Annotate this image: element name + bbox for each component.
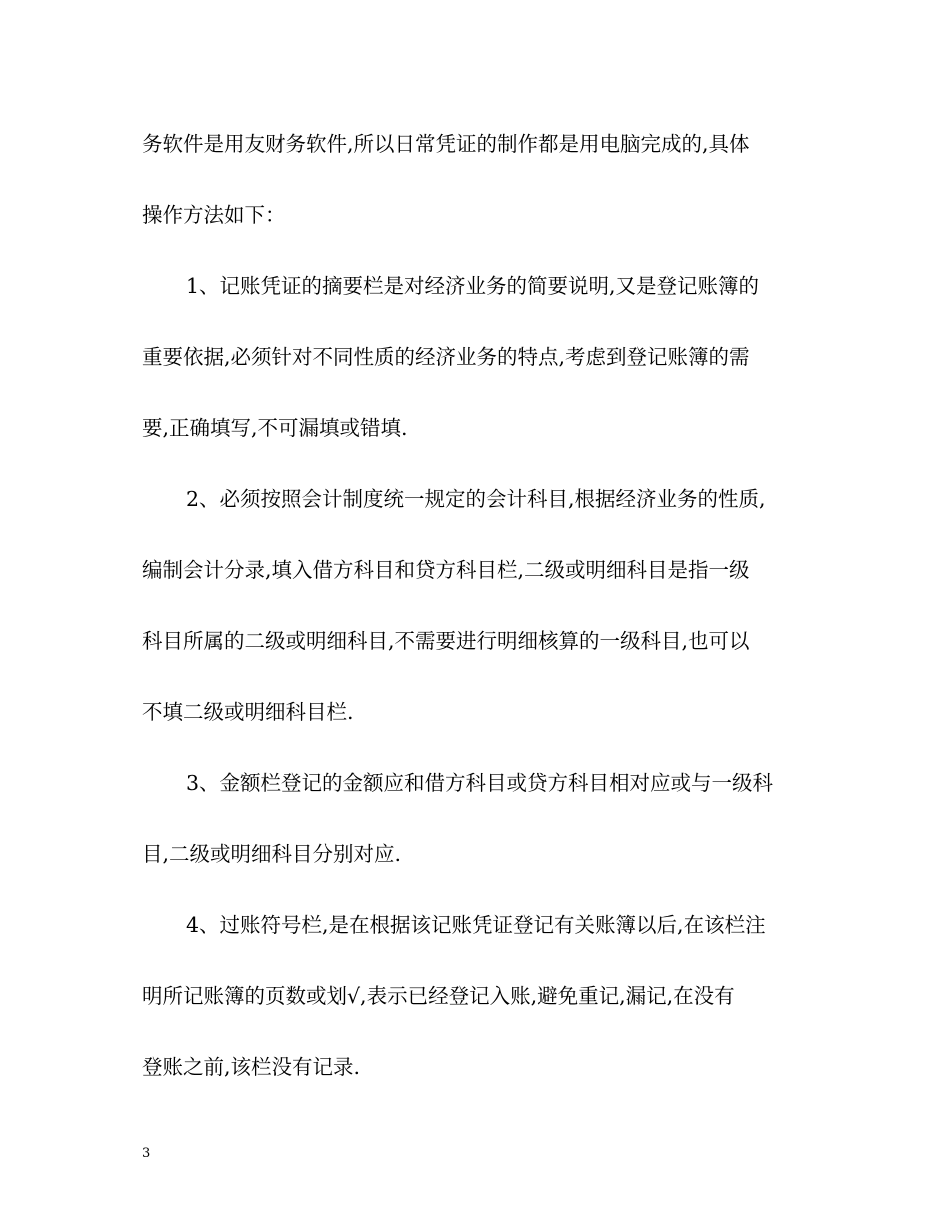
text-line: 操作方法如下： bbox=[142, 203, 286, 227]
text-line: 科目所属的二级或明细科目,不需要进行明细核算的一级科目,也可以 bbox=[142, 629, 750, 653]
page-number: 3 bbox=[142, 1146, 151, 1161]
text-line: 明所记账簿的页数或划√,表示已经登记入账,避免重记,漏记,在没有 bbox=[142, 984, 735, 1008]
text-line: 要,正确填写,不可漏填或错填. bbox=[142, 416, 408, 440]
body-text bbox=[142, 120, 810, 1114]
text-line: 编制会计分录,填入借方科目和贷方科目栏,二级或明细科目是指一级 bbox=[142, 558, 750, 582]
paragraph-4-start: 4、过账符号栏,是在根据该记账凭证登记有关账簿以后,在该栏注 bbox=[186, 913, 766, 937]
text-line: 目,二级或明细科目分别对应. bbox=[142, 842, 402, 866]
text-line: 务软件是用友财务软件,所以日常凭证的制作都是用电脑完成的,具体 bbox=[142, 132, 750, 156]
text-line: 重要依据,必须针对不同性质的经济业务的特点,考虑到登记账簿的需 bbox=[142, 345, 750, 369]
paragraph-2-start: 2、必须按照会计制度统一规定的会计科目,根据经济业务的性质, bbox=[186, 487, 766, 511]
text-line: 不填二级或明细科目栏. bbox=[142, 700, 354, 724]
paragraph-3-start: 3、金额栏登记的金额应和借方科目或贷方科目相对应或与一级科 bbox=[186, 771, 774, 795]
text-line: 登账之前,该栏没有记录. bbox=[142, 1055, 361, 1079]
paragraph-1-start: 1、记账凭证的摘要栏是对经济业务的简要说明,又是登记账簿的 bbox=[186, 274, 760, 298]
